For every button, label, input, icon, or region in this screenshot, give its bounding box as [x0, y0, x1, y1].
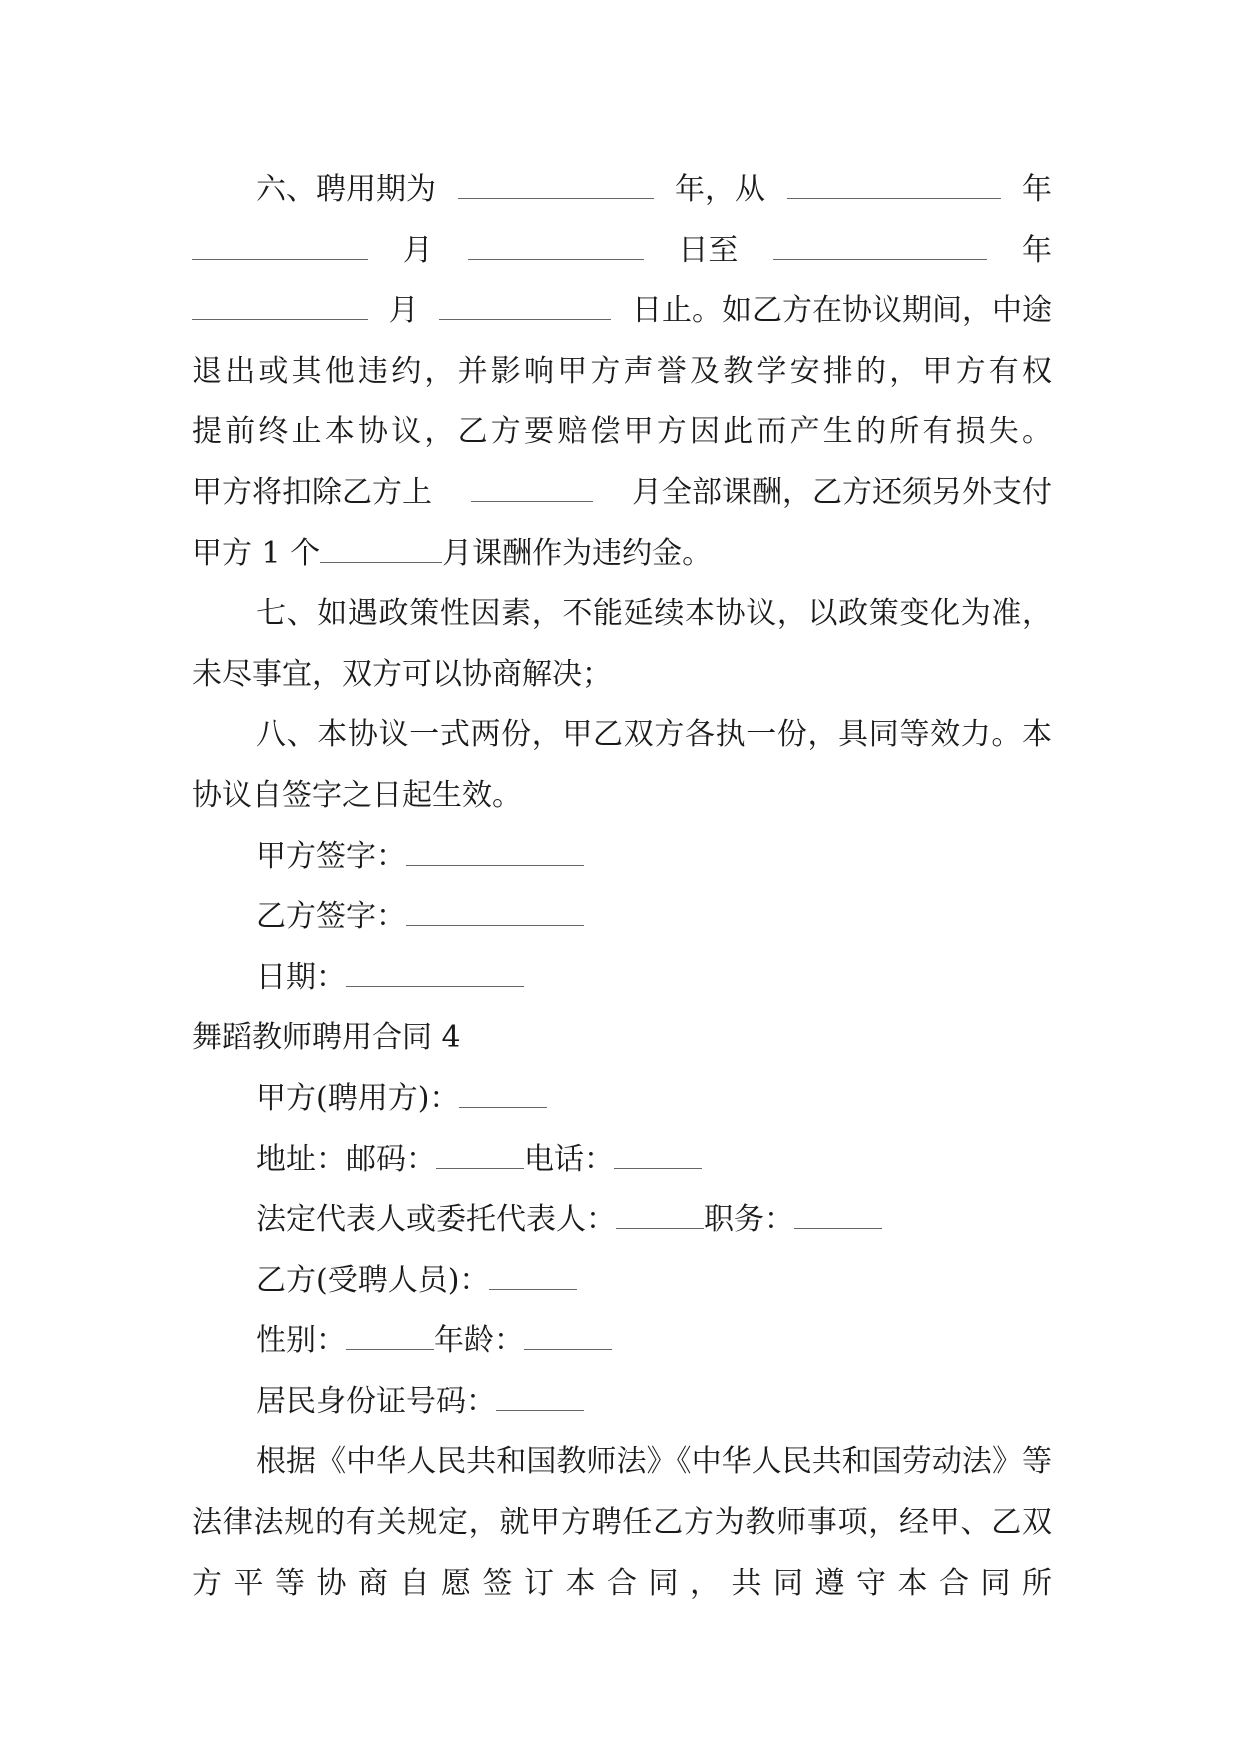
- signature-date-label: 日期：: [256, 959, 346, 995]
- clause6-text: 日至: [678, 232, 739, 268]
- clause6-line6: [192, 463, 1052, 524]
- signature-date-field[interactable]: [346, 958, 524, 987]
- employee-row: [192, 1251, 1052, 1312]
- clause7-paragraph: 七、如遇政策性因素，不能延续本协议，以政策变化为准，未尽事宜，双方可以协商解决；: [192, 596, 1052, 692]
- employer-field[interactable]: [459, 1079, 547, 1108]
- clause6-text: 年: [1022, 172, 1052, 207]
- id-number-field[interactable]: [496, 1382, 584, 1411]
- clause6-text: 甲方 1 个: [192, 535, 321, 571]
- gender-label: 性别：: [256, 1323, 346, 1359]
- phone-field[interactable]: [614, 1140, 702, 1169]
- address-label: 地址：邮码：: [256, 1141, 436, 1177]
- clause6-text: 月: [402, 232, 433, 268]
- age-label: 年龄：: [434, 1323, 524, 1359]
- clause6-line4: 退出或其他违约，并影响甲方声誉及教学安排的，甲方有权: [192, 353, 1052, 389]
- party-a-signature-field[interactable]: [406, 837, 584, 866]
- gender-field[interactable]: [346, 1321, 434, 1350]
- clause6-text: 日止。如乙方在协议期间，中途: [631, 293, 1052, 329]
- clause6-text: 月课酬作为违约金。: [442, 535, 713, 571]
- clause6-line7: [192, 524, 1052, 585]
- clause6-text: 年: [1021, 232, 1052, 268]
- blank-deduct-month[interactable]: [471, 473, 593, 502]
- blank-end-year[interactable]: [773, 231, 987, 260]
- clause6-line5: 提前终止本协议，乙方要赔偿甲方因此而产生的所有损失。: [192, 414, 1052, 450]
- clause6-text: 月全部课酬，乙方还须另外支付: [632, 474, 1052, 510]
- gender-age-row: [192, 1311, 1052, 1372]
- blank-end-month[interactable]: [192, 291, 368, 320]
- employee-field[interactable]: [489, 1261, 577, 1290]
- signature-date: [192, 948, 1052, 1009]
- party-a-signature-label: 甲方签字：: [256, 838, 406, 874]
- blank-penalty-month[interactable]: [320, 534, 442, 563]
- clause6-text: 月: [388, 293, 419, 329]
- party-b-signature-field[interactable]: [406, 897, 584, 926]
- legal-rep-label: 法定代表人或委托代表人：: [256, 1202, 616, 1238]
- id-number-row: [192, 1372, 1052, 1433]
- clause6-text: 甲方将扣除乙方上: [192, 474, 432, 510]
- contract4-title: 舞蹈教师聘用合同 4: [192, 1020, 461, 1056]
- clause6-line1: [192, 160, 1052, 221]
- party-b-signature-label: 乙方签字：: [256, 899, 406, 935]
- clause8-paragraph: 八、本协议一式两份，甲乙双方各执一份，具同等效力。本协议自签字之日起生效。: [192, 717, 1052, 813]
- age-field[interactable]: [524, 1321, 612, 1350]
- blank-years[interactable]: [458, 170, 654, 199]
- party-a-signature: [192, 827, 1052, 888]
- position-label: 职务：: [704, 1202, 794, 1238]
- clause6-text: 六、聘用期为: [256, 172, 436, 207]
- blank-start-month[interactable]: [192, 231, 368, 260]
- phone-label: 电话：: [524, 1141, 614, 1177]
- id-number-label: 居民身份证号码：: [256, 1383, 496, 1419]
- employer-label: 甲方(聘用方)：: [256, 1080, 460, 1116]
- legal-rep-field[interactable]: [616, 1200, 704, 1229]
- clause6-line3: [192, 281, 1052, 342]
- clause6-text: 年，从: [675, 172, 765, 207]
- party-b-signature: [192, 887, 1052, 948]
- legal-rep-row: [192, 1190, 1052, 1251]
- postcode-field[interactable]: [436, 1140, 524, 1169]
- blank-start-year[interactable]: [787, 170, 1001, 199]
- employer-row: [192, 1069, 1052, 1130]
- blank-start-day[interactable]: [468, 231, 644, 260]
- clause6-line2: [192, 221, 1052, 282]
- contract4-intro-paragraph: 根据《中华人民共和国教师法》《中华人民共和国劳动法》等法律法规的有关规定，就甲方聘任乙方为教师事项，经甲、乙双方平等协商自愿签订本合同，共同遵守本合同所: [192, 1444, 1052, 1601]
- position-field[interactable]: [794, 1200, 882, 1229]
- address-row: [192, 1130, 1052, 1191]
- document-body: [192, 160, 1052, 1614]
- employee-label: 乙方(受聘人员)：: [256, 1262, 490, 1298]
- blank-end-day[interactable]: [439, 291, 611, 320]
